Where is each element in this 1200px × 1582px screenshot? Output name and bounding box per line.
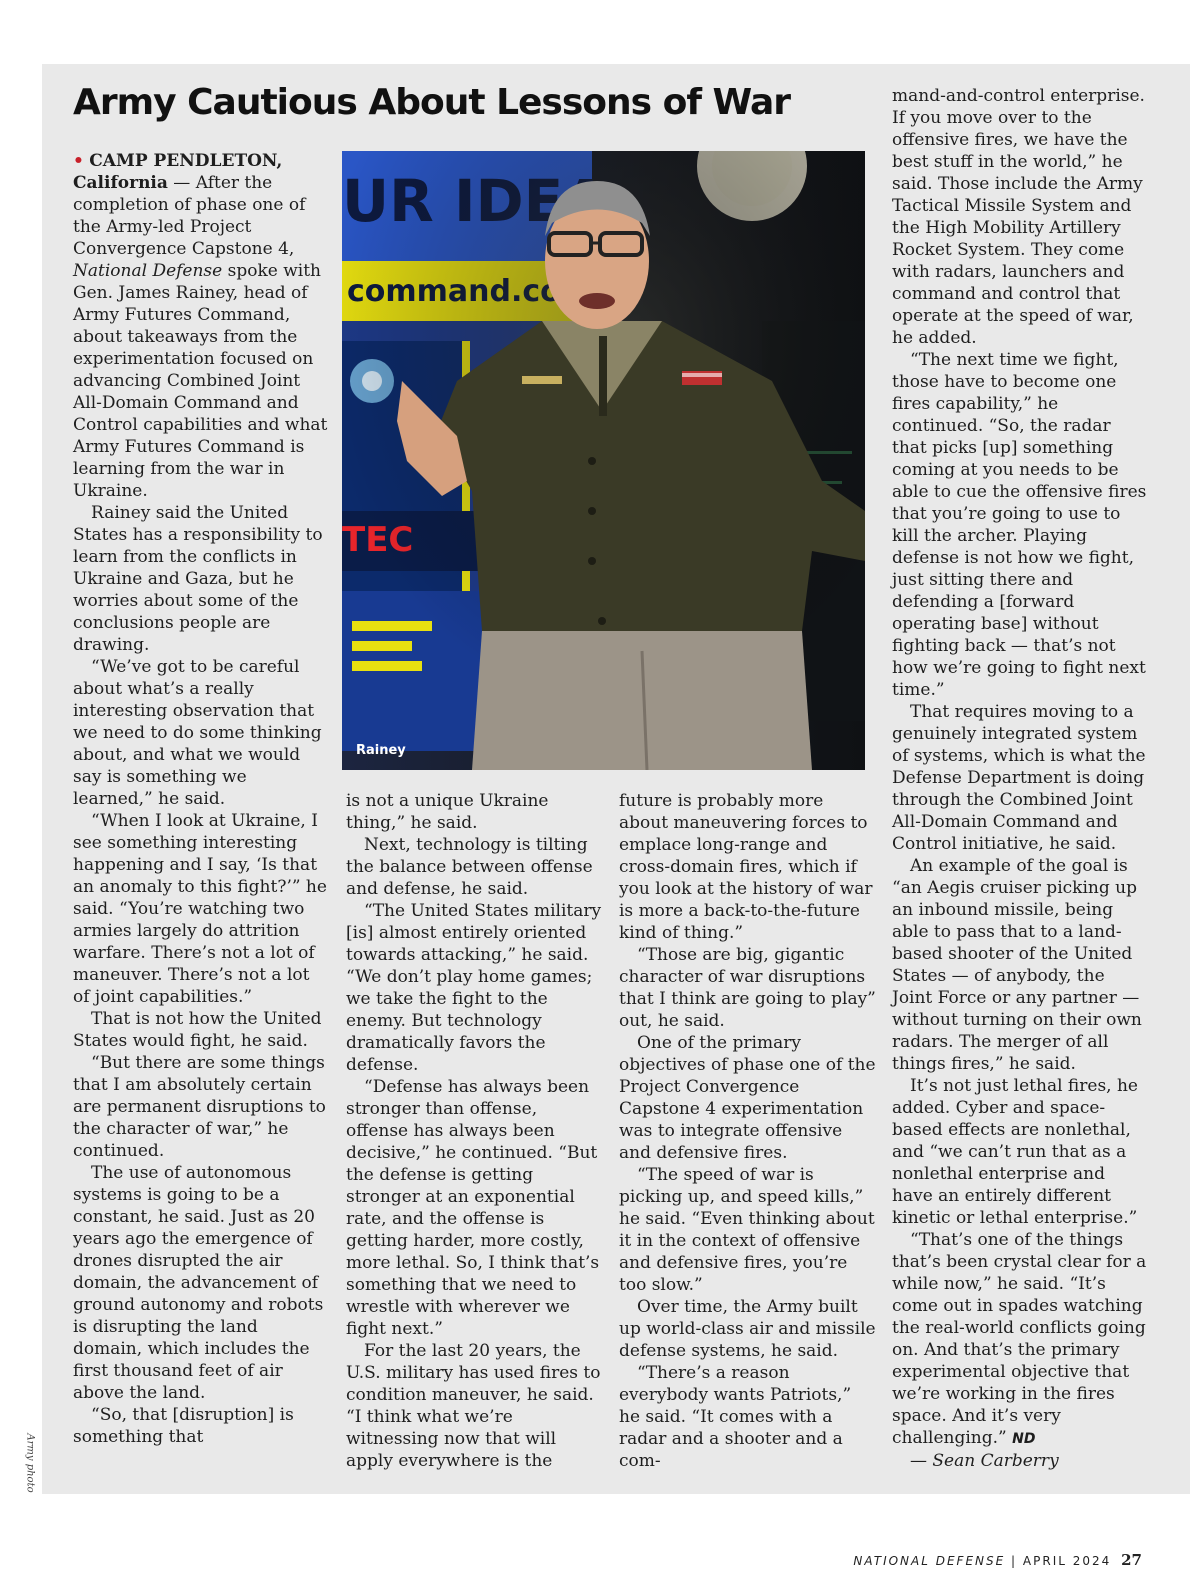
headline: Army Cautious About Lessons of War (73, 82, 791, 123)
photo-credit-text: Army photo (24, 1433, 36, 1493)
paragraph: “The United States military [is] almost entirely oriented towards attacking,” he said. “We don’t play home games; we take the fight to the enemy. But technology dramatically favors the defense. (346, 901, 602, 1075)
paragraph: mand-and-control enterprise. If you move over to the offensive fires, we have the best stuff in the world,” he said. Those include the Army Tactical Missile System and the High Mobility Artillery Rocket System. They come with radars, launchers and command and control that operate at the speed of war, he added. (892, 86, 1145, 348)
photo-caption: Rainey (356, 743, 406, 758)
dateline: CAMP PENDLETON, California (73, 151, 283, 193)
paragraph: “Defense has always been stronger than offense, offense has always been decisive,” he continued. “But the defense is getting stronger at an exponential rate, and the offense is getting harder, more costly, more lethal. So, I think that’s something that we need to wrestle with wherever we fight next.” (346, 1077, 600, 1339)
page-number: 27 (1121, 1551, 1142, 1569)
paragraph: “But there are some things that I am absolutely certain are permanent disruptions to the character of war,” he continued. (73, 1053, 326, 1161)
paragraph: For the last 20 years, the U.S. military has used fires to condition maneuver, he said. “I think what we’re witnessing now that will apply everywhere is the (346, 1341, 601, 1471)
paragraph: It’s not just lethal fires, he added. Cyber and space-based effects are nonlethal, and “we can’t run that as a nonlethal enterprise and have an entirely different kinetic or lethal enterprise.” (892, 1076, 1138, 1228)
paragraph: One of the primary objectives of phase one of the Project Convergence Capstone 4 experimentation was to integrate offensive and defensive fires. (619, 1033, 876, 1163)
photo-credit (20, 1432, 40, 1494)
footer-publication: NATIONAL DEFENSE (853, 1554, 1006, 1568)
paragraph: “There’s a reason everybody wants Patriots,” he said. “It comes with a radar and a shooter and a com- (619, 1363, 852, 1471)
paragraph: “We’ve got to be careful about what’s a really interesting observation that we need to do some thinking about, and what we would say is something we learned,” he said. (73, 657, 322, 809)
lede-text-end: spoke with Gen. James Rainey, head of Army Futures Command, about takeaways from the experimentation focused on advancing Combined Joint All-Domain Command and Control capabilities and what Army Futures Command is learning from the war in Ukraine. (73, 261, 328, 501)
column-2 (346, 790, 604, 1472)
paragraph: Rainey said the United States has a responsibility to learn from the conflicts in Ukraine and Gaza, but he worries about some of the conclusions people are drawing. (73, 503, 323, 655)
column-4 (892, 85, 1150, 1472)
photo-illustration (342, 151, 865, 770)
lede-text: — After the completion of phase one of the Army-led Project Convergence Capstone 4, (73, 173, 306, 259)
paragraph: “So, that [disruption] is something that (73, 1405, 294, 1447)
paragraph: “When I look at Ukraine, I see something interesting happening and I say, ‘Is that an anomaly to this fight?’” he said. “You’re watching two armies largely do attrition warfare. There’s not a lot of maneuver. There’s not a lot of joint capabilities.” (73, 811, 327, 1007)
paragraph: “The next time we fight, those have to become one fires capability,” he continued. “So, the radar that picks [up] something coming at you needs to be able to cue the offensive fires that you’re going to use to kill the archer. Playing defense is not how we fight, just sitting there and defending a [forward operating base] without fighting back — that’s not how we’re going to fight next time.” (892, 350, 1147, 700)
paragraph-final (892, 1229, 1150, 1450)
paragraph: The use of autonomous systems is going to be a constant, he said. Just as 20 years ago the emergence of drones disrupted the air domain, the advancement of ground autonomy and robots is disrupting the land domain, which includes the first thousand feet of air above the land. (73, 1163, 324, 1403)
paragraph-text: “That’s one of the things that’s been crystal clear for a while now,” he said. “It’s come out in spades watching the real-world conflicts going on. And that’s the primary experimental objective that we’re working in the fires space. And it’s very challenging.” (892, 1230, 1147, 1448)
byline: — Sean Carberry (910, 1451, 1059, 1471)
paragraph: “The speed of war is picking up, and speed kills,” he said. “Even thinking about it in the context of offensive and defensive fires, you’re too slow.” (619, 1165, 875, 1295)
paragraph: An example of the goal is “an Aegis cruiser picking up an inbound missile, being able to pass that to a land-based shooter of the United States — of anybody, the Joint Force or any partner — without turning on their own radars. The merger of all things fires,” he said. (892, 856, 1142, 1074)
footer-date: APRIL 2024 (1022, 1554, 1112, 1568)
paragraph: is not a unique Ukraine thing,” he said. (346, 791, 549, 833)
paragraph: “Those are big, gigantic character of war disruptions that I think are going to play” out, he said. (619, 945, 876, 1031)
rainey-photo (342, 151, 865, 770)
page-footer (853, 1551, 1142, 1569)
paragraph: That requires moving to a genuinely integrated system of systems, which is what the Defense Department is doing through the Combined Joint All-Domain Command and Control initiative, he said. (892, 702, 1146, 854)
footer-separator: | (1011, 1554, 1018, 1568)
end-mark: ND (1012, 1431, 1036, 1447)
paragraph: Next, technology is tilting the balance between offense and defense, he said. (346, 835, 593, 899)
paragraph: Over time, the Army built up world-class air and missile defense systems, he said. (619, 1297, 876, 1361)
bullet-dot: • (73, 151, 84, 171)
paragraph-lede (73, 150, 331, 502)
paragraph: That is not how the United States would fight, he said. (73, 1009, 322, 1051)
publication-mention: National Defense (73, 261, 223, 281)
column-1 (73, 150, 331, 1448)
column-3 (619, 790, 877, 1472)
paragraph: future is probably more about maneuvering forces to emplace long-range and cross-domain fires, which if you look at the history of war is more a back-to-the-future kind of thing.” (619, 791, 873, 943)
